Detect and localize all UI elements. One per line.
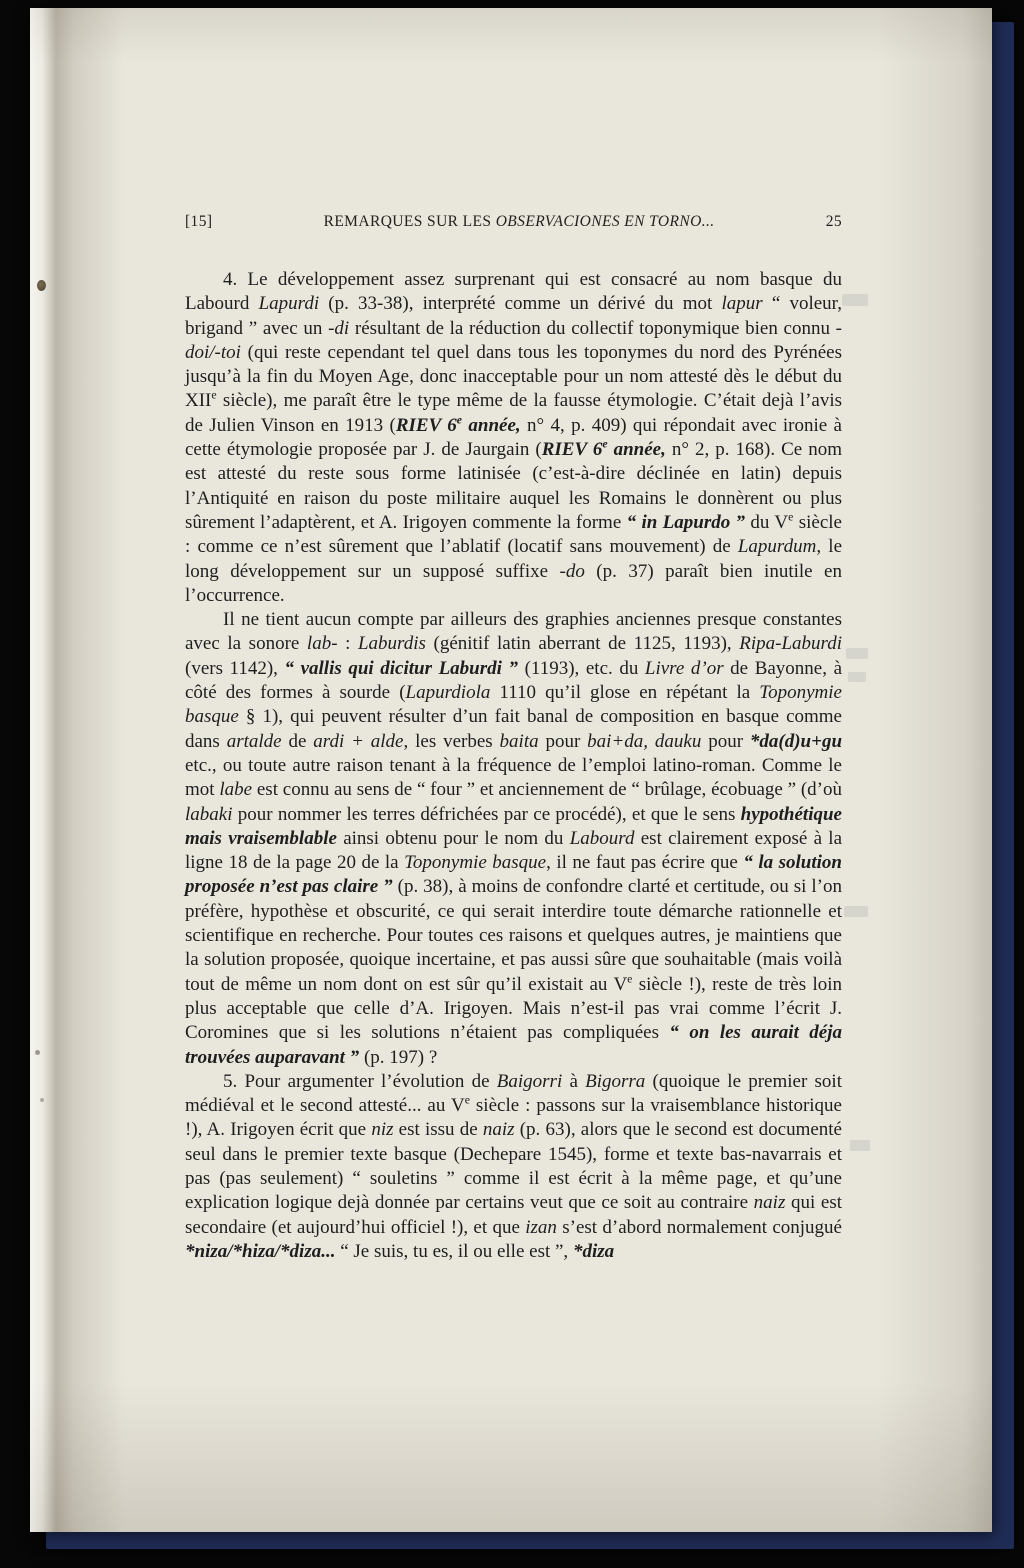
article-body <box>185 268 842 1264</box>
text-segment: 5. Pour argumenter l’évolution de <box>223 1070 497 1092</box>
text-segment: qui est secondaire (et aujourd’hui officiel !), et que <box>185 1192 842 1238</box>
text-segment: Lapurdiola <box>405 682 491 704</box>
paragraph <box>185 268 842 608</box>
text-segment: “ vallis qui dicitur Laburdi ” <box>284 657 518 679</box>
text-segment: Il ne tient aucun compte par ailleurs des graphies anciennes presque constantes avec la sonore <box>185 609 842 655</box>
text-segment: (p. 37) paraît bien inutile en l’occurrence. <box>185 560 842 606</box>
text-segment: siècle !), reste de très loin plus acceptable que celle d’A. Irigoyen. Mais n’est-il pas vrai comme l’écrit J. Coromines que si les solutions n’étaient pas compliquées <box>185 973 842 1044</box>
text-segment: 1110 qu’il glose en répétant la <box>490 682 760 704</box>
text-segment: Toponymie basque <box>404 852 547 874</box>
text-segment: du V <box>745 511 789 533</box>
text-segment: baita <box>499 730 539 752</box>
text-segment: (vers 1142), <box>185 657 285 679</box>
text-segment: Toponymie basque <box>185 682 842 728</box>
text-segment: , le long développement sur un supposé suffixe <box>185 536 842 582</box>
text-segment: à <box>562 1070 586 1092</box>
text-segment: est clairement exposé à la ligne 18 de la page 20 de la <box>185 827 843 874</box>
text-segment: , les verbes <box>403 730 500 752</box>
text-segment: résultant de la réduction du collectif toponymique bien connu <box>349 317 836 339</box>
text-segment: Lapurdi <box>258 293 320 315</box>
text-segment: lab- <box>306 633 338 655</box>
running-title <box>212 213 825 231</box>
text-segment: “ on les aurait déja trouvées auparavant ” <box>185 1022 842 1068</box>
text-segment: *diza <box>572 1240 615 1262</box>
text-segment: etc., ou toute autre raison tenant à la fréquence de l’emploi latino-roman. Comme le mot <box>185 754 842 801</box>
text-segment: e <box>602 437 608 451</box>
paragraph <box>185 608 842 1070</box>
text-segment: e <box>627 972 633 986</box>
text-segment: Labourd <box>569 827 635 849</box>
text-segment: Ripa-Laburdi <box>739 633 843 655</box>
text-segment: -doi/-toi <box>185 317 842 363</box>
text-segment: artalde <box>226 730 282 752</box>
text-segment: (p. 38), à moins de confondre clarté et certitude, ou si l’on préfère, hypothèse et obscurité, ce qui serait interdire toute démarche rationnelle et scientifique en recherche. Pour toutes ces raisons et quelques autres, je maintiens que la solution proposée, quoique incertaine, et pas aussi sûre que souhaitable (mais voilà tout de même un nom dont on est sûr qu’il existait au V <box>185 876 842 995</box>
text-segment: ainsi obtenu pour le nom du <box>336 827 570 849</box>
text-segment: n° 4, p. 409) qui répondait avec ironie à cette étymologie proposée par J. de Jaurgain ( <box>185 414 842 461</box>
text-segment: siècle : passons sur la vraisemblance historique !), A. Irigoyen écrit que <box>185 1095 842 1141</box>
text-segment: RIEV 6 <box>395 414 457 436</box>
text-segment: (génitif latin aberrant de 1125, 1193), <box>425 633 740 655</box>
text-segment: Laburdis <box>357 633 426 655</box>
text-segment: (p. 33-38), interprété comme un dérivé du mot <box>319 293 722 315</box>
text-segment: s’est d’abord normalement conjugué <box>556 1216 842 1238</box>
text-segment: hypothétique mais vraisemblable <box>185 803 842 849</box>
text-segment: Livre d’or <box>644 657 724 679</box>
page-number: 25 <box>825 213 842 230</box>
text-segment: : <box>337 633 358 655</box>
text-segment: e <box>788 510 794 524</box>
text-segment: (quoique le premier soit médiéval et le second attesté... au V <box>185 1070 842 1117</box>
text-segment: e <box>211 389 217 403</box>
text-segment: pour <box>701 730 750 752</box>
text-segment: bai+da, dauku <box>587 730 702 752</box>
text-segment: “ in Lapurdo ” <box>626 511 746 533</box>
text-segment: “ Je suis, tu es, il ou elle est ”, <box>335 1240 573 1262</box>
text-segment: izan <box>525 1216 557 1238</box>
text-segment: , il ne faut pas écrire que <box>546 852 744 874</box>
text-segment: (1193), etc. du <box>518 657 645 679</box>
text-segment: -di <box>328 317 350 339</box>
text-segment: “ la solution proposée n’est pas claire ” <box>185 852 842 898</box>
text-segment: naiz <box>753 1192 786 1214</box>
page-header <box>185 213 842 231</box>
running-title-italic: OBSERVACIONES EN TORNO... <box>495 213 715 230</box>
page-content <box>30 8 992 1532</box>
text-segment: “ voleur, brigand ” avec un <box>185 293 842 339</box>
text-segment: labaki <box>185 803 233 825</box>
text-segment: n° 2, p. 168). Ce nom est attesté du reste sous forme latinisée (c’est-à-dire déclinée en latin) depuis l’Antiquité en raison du poste militaire auquel les Romains le donnèrent ou plus sûrement l’adaptèrent, et A. Irigoyen commente la forme <box>185 439 843 533</box>
text-segment: naiz <box>482 1119 515 1141</box>
text-segment: e <box>456 413 463 427</box>
text-segment: est issu de <box>393 1119 483 1141</box>
text-segment: année, <box>462 414 521 436</box>
text-segment: *niza/*hiza/*diza... <box>185 1240 336 1262</box>
text-segment: siècle), me paraît être le type même de la fausse étymologie. C’était dejà l’avis de Julien Vinson en 1913 ( <box>185 390 842 436</box>
text-segment: RIEV 6 <box>541 439 603 461</box>
text-segment: siècle : comme ce n’est sûrement que l’ablatif (locatif sans mouvement) de <box>185 511 842 558</box>
text-segment: pour <box>538 730 588 752</box>
paragraph <box>185 1070 842 1264</box>
text-segment: e <box>464 1093 470 1107</box>
text-segment: lapur <box>721 293 763 315</box>
running-title-text: REMARQUES SUR LES <box>323 213 496 230</box>
text-segment: de Bayonne, à côté des formes à sourde ( <box>185 657 842 704</box>
text-segment: est connu au sens de “ four ” et anciennement de “ brûlage, écobuage ” (d’où <box>252 779 842 801</box>
text-segment: *da(d)u+gu <box>749 730 843 752</box>
text-segment: Bigorra <box>585 1070 646 1092</box>
text-segment: § 1), qui peuvent résulter d’un fait banal de composition en basque comme dans <box>185 706 842 752</box>
text-segment: (p. 197) ? <box>359 1046 438 1068</box>
text-segment: 4. Le développement assez surprenant qui est consacré au nom basque du Labourd <box>185 269 842 315</box>
text-segment: -do <box>559 560 585 582</box>
text-segment: année, <box>607 439 666 461</box>
text-segment: Lapurdum <box>737 536 817 558</box>
text-segment: ardi + alde <box>313 730 404 752</box>
text-segment: (qui reste cependant tel quel dans tous les toponymes du nord des Pyrénées jusqu’à la fin du Moyen Age, donc inacceptable pour un nom attesté dès le début du XII <box>185 341 842 412</box>
text-segment: niz <box>371 1119 394 1141</box>
article-page-marker: [15] <box>185 213 213 230</box>
text-segment: pour nommer les terres défrichées par ce procédé), et que le sens <box>232 803 741 825</box>
book-page <box>30 8 992 1532</box>
text-segment: labe <box>219 779 253 801</box>
text-segment: (p. 63), alors que le second est documenté seul dans le premier texte basque (Dechepare 1545), forme et texte bas-navarrais et pas (pas seulement) “ souletins ” comme il est écrit à la même page, et qu’une explication logique dejà donnée par certains veut que ce soit au contraire <box>185 1119 842 1214</box>
text-segment: Baigorri <box>496 1070 563 1092</box>
text-segment: de <box>281 730 314 752</box>
